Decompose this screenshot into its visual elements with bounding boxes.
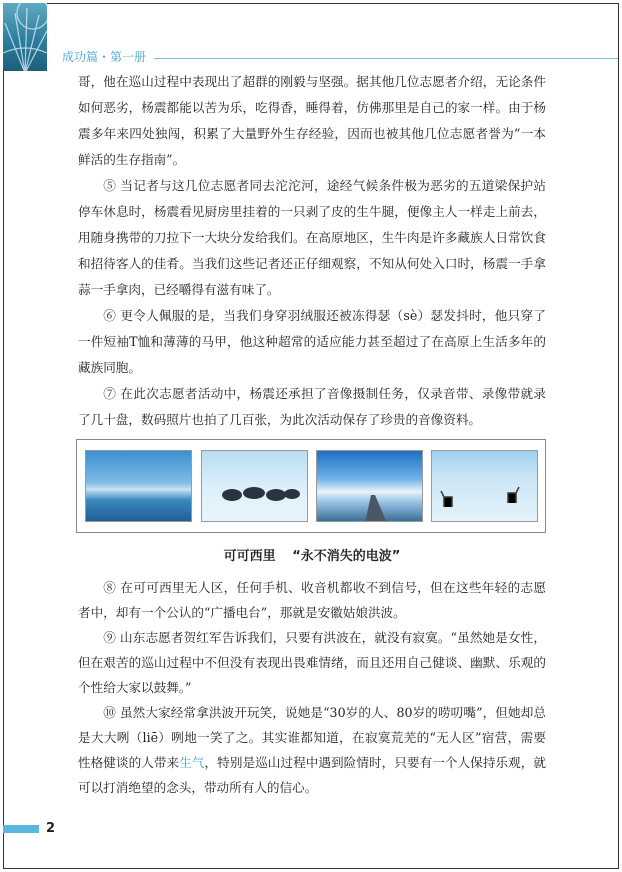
section-heading-title: “永不消失的电波” [292,549,401,564]
paragraph-10-text-a: ⑩ 虽然大家经常拿洪波开玩笑，说她是“30岁的人、80岁的唠叨嘴”，但她却总是大大咧（liē）咧地一笑了之。其实谁都知道，在寂寞荒芜的“无人区”宿营，需要性格健谈的人带来 [78,705,546,770]
photo-antelopes [431,450,538,522]
paragraph-4-continued: 哥，他在巡山过程中表现出了超群的刚毅与坚强。据其他几位志愿者介绍，无论条件如何恶劣，杨震都能以苦为乐，吃得香，睡得着，仿佛那里是自己的家一样。由于杨震多年来四处独闯，积累了大量野外生存经验，因而也被其他几位志愿者誉为“一本鲜活的生存指南”。 [78,74,546,167]
body-text [78,69,546,800]
photo-lake-mountains [85,450,192,522]
paragraph-8: ⑧ 在可可西里无人区，任何手机、收音机都收不到信号，但在这些年轻的志愿者中，却有一个公认的“广播电台”，那就是安徽姑娘洪波。 [78,580,546,620]
running-header-title: 成功篇・第一册 [62,50,147,64]
paragraph-10 [78,700,546,800]
photo-strip [76,439,546,533]
photo-yaks-snow [201,450,308,522]
paragraph-6: ⑥ 更令人佩服的是，当我们身穿羽绒服还被冻得瑟（sè）瑟发抖时，他只穿了一件短袖T恤和薄薄的马甲，他这种超常的适应能力甚至超过了在高原上生活多年的藏族同胞。 [78,308,546,375]
section-heading-place: 可可西里 [223,549,276,564]
paragraph-10-text-b: ，特别是巡山过程中遇到险情时，只要有一个人保持乐观，就可以打消绝望的念头，带动所有人的信心。 [78,755,547,795]
paragraph-9: ⑨ 山东志愿者贺红军告诉我们，只要有洪波在，就没有寂寞。“虽然她是女性，但在艰苦的巡山过程中不但没有表现出畏难情绪，而且还用自己健谈、幽默、乐观的个性给大家以鼓舞。” [78,630,546,695]
section-heading [78,547,546,567]
header-decoration-image [3,3,47,71]
page-border [3,3,619,869]
paragraph-7: ⑦ 在此次志愿者活动中，杨震还承担了音像摄制任务，仅录音带、录像带就录了几十盘，数码照片也拍了几百张，为此次活动保存了珍贵的音像资料。 [78,386,546,427]
page-footer [4,820,618,838]
page-number: 2 [46,821,56,836]
paragraph-5: ⑤ 当记者与这几位志愿者同去沱沱河，途经气候条件极为恶劣的五道梁保护站停车休息时，杨震看见厨房里挂着的一只剥了皮的生牛腿，便像主人一样走上前去，用随身携带的刀拉下一大块分发给我们。在高原地区，生牛肉是许多藏族人日常饮食和招待客人的佳肴。当我们这些记者还正仔细观察，不知从何处入口时，杨震一手拿蒜一手拿肉，已经嚼得有滋有味了。 [78,178,546,297]
photo-road-sky [316,450,423,522]
glossary-link-shengqi[interactable]: 生气 [179,755,205,770]
header-rule [154,58,618,59]
